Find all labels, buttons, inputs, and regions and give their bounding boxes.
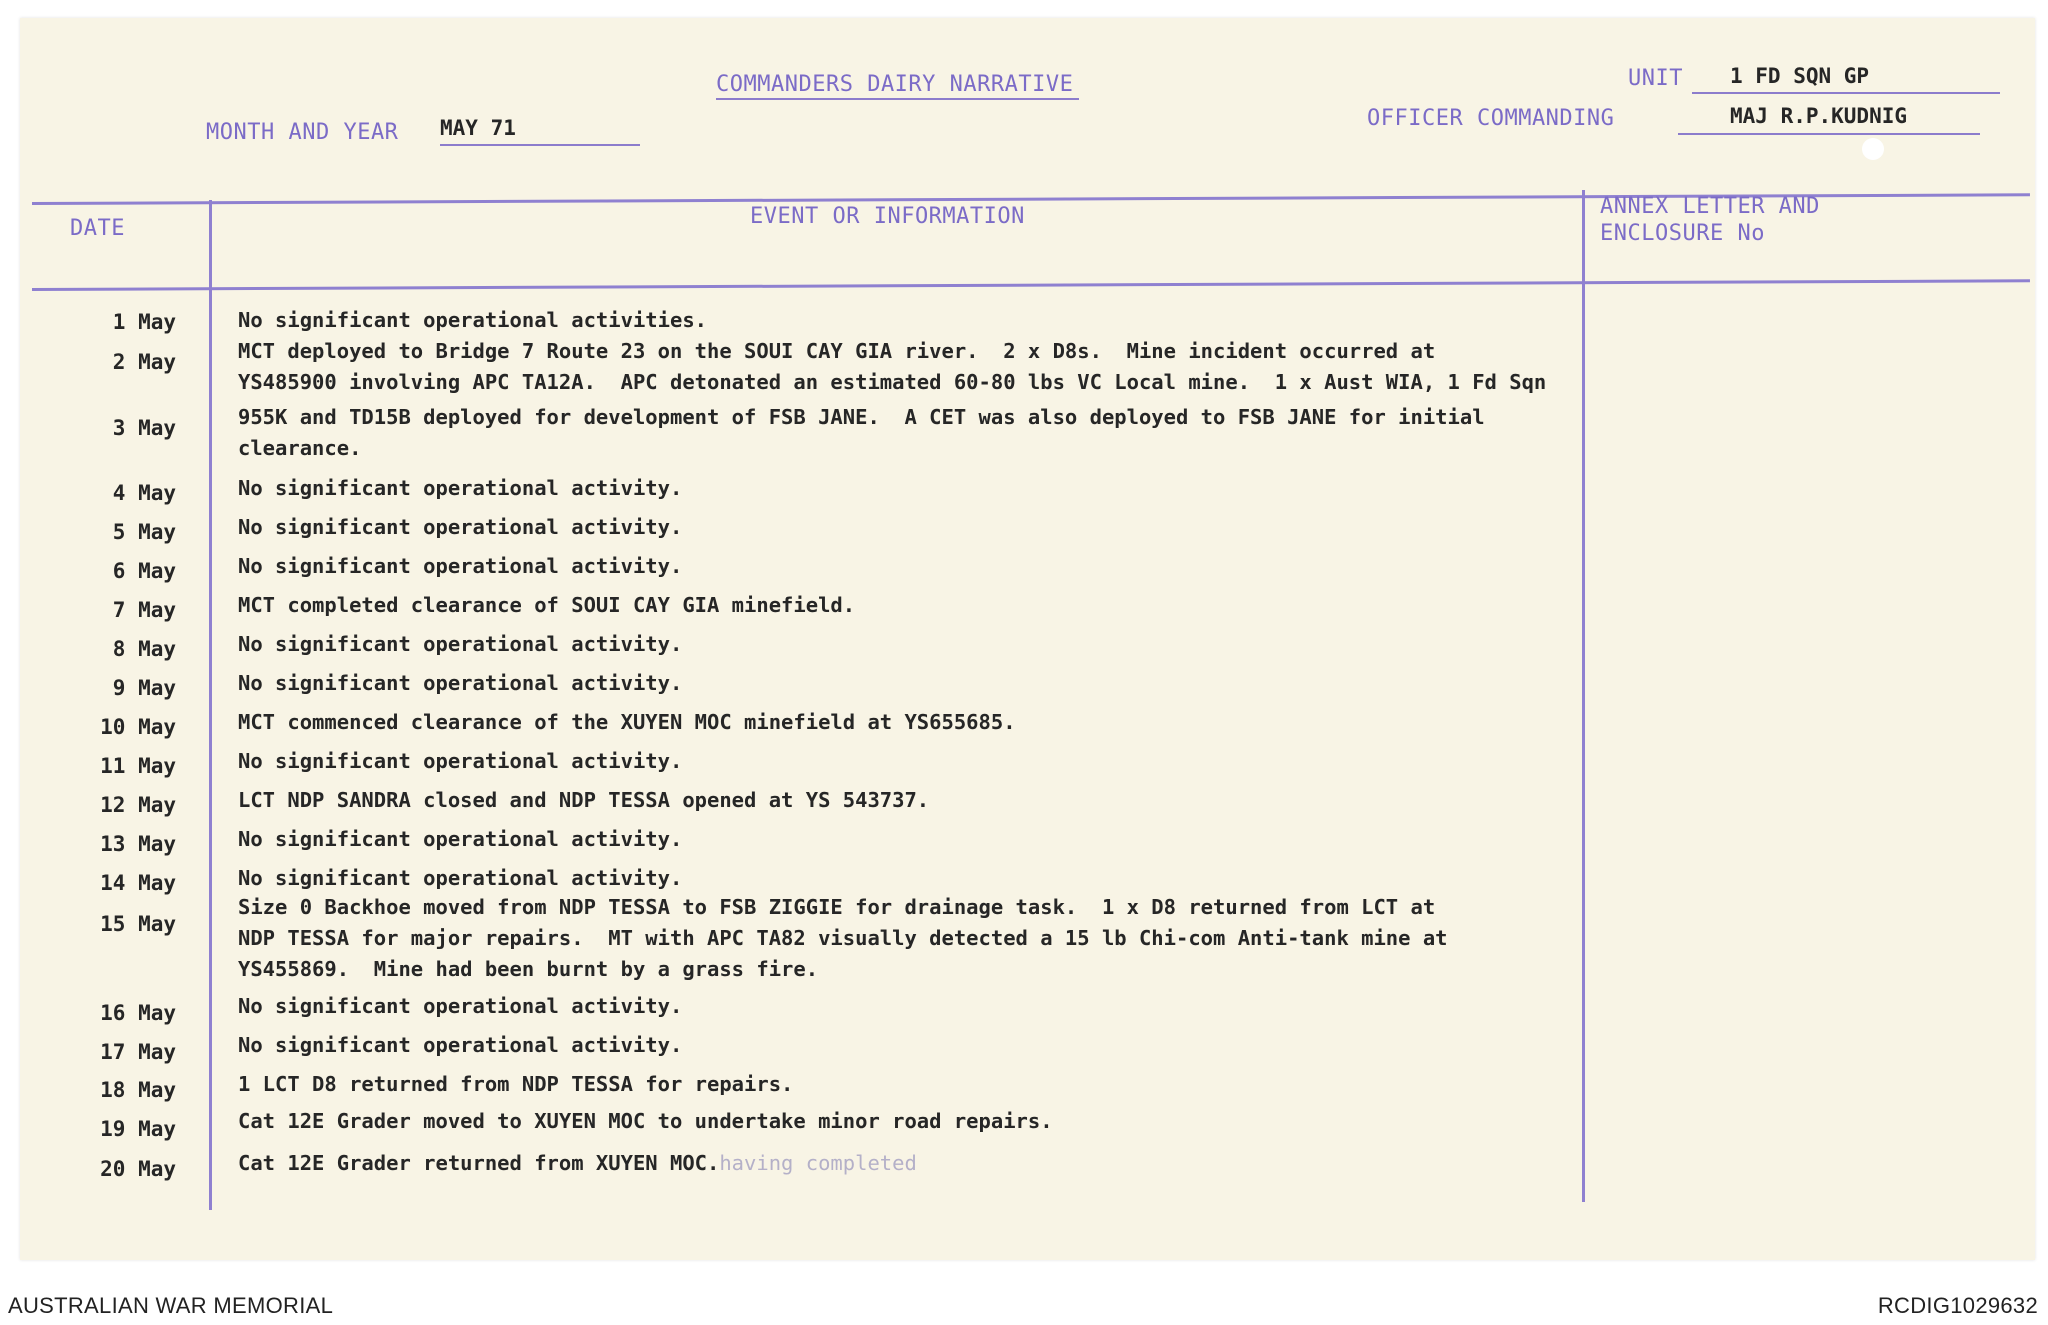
row-date: 12 May [100, 793, 176, 817]
row-date: 11 May [100, 754, 176, 778]
unit-value: 1 FD SQN GP [1692, 64, 2000, 94]
row-event: Cat 12E Grader moved to XUYEN MOC to undertake minor road repairs. [238, 1109, 1053, 1133]
row-date: 2 May [112, 350, 176, 374]
row-date: 18 May [100, 1078, 176, 1102]
row-event-faint-text: having completed [719, 1151, 917, 1175]
row-event: MCT commenced clearance of the XUYEN MOC minefield at YS655685. [238, 710, 1016, 734]
row-event [238, 1148, 1598, 1179]
row-date: 1 May [112, 310, 176, 334]
footer-archive-name: AUSTRALIAN WAR MEMORIAL [8, 1293, 334, 1318]
row-event: MCT completed clearance of SOUI CAY GIA minefield. [238, 593, 856, 617]
officer-commanding-label: OFFICER COMMANDING [1367, 106, 1615, 131]
row-event: Size 0 Backhoe moved from NDP TESSA to FSB ZIGGIE for drainage task. 1 x D8 returned from LCT at NDP TESSA for major repairs. MT with APC TA82 visually detected a 15 lb Chi-com Anti-tank mine at YS455869. Mine had been burnt by a grass fire. [238, 895, 1448, 981]
column-header-annex-line2: ENCLOSURE No [1600, 221, 1765, 246]
row-event: MCT deployed to Bridge 7 Route 23 on the SOUI CAY GIA river. 2 x D8s. Mine incident occurred at YS485900 involving APC TA12A. APC detonated an estimated 60-80 lbs VC Local mine. 1 x Aust WIA, 1 Fd Sqn [238, 339, 1547, 394]
row-event: No significant operational activity. [238, 749, 683, 773]
row-date: 8 May [112, 637, 176, 661]
column-header-event: EVENT OR INFORMATION [750, 204, 1025, 229]
row-event: 1 LCT D8 returned from NDP TESSA for repairs. [238, 1072, 794, 1096]
month-year-value: MAY 71 [440, 116, 640, 146]
row-date: 7 May [112, 598, 176, 622]
row-event: No significant operational activity. [238, 554, 683, 578]
row-event: 955K and TD15B deployed for development of FSB JANE. A CET was also deployed to FSB JANE for initial clearance. [238, 405, 1485, 460]
row-date: 4 May [112, 481, 176, 505]
row-event: No significant operational activity. [238, 671, 683, 695]
date-column-divider [209, 200, 212, 1210]
row-event: LCT NDP SANDRA closed and NDP TESSA opened at YS 543737. [238, 788, 930, 812]
row-date: 14 May [100, 871, 176, 895]
row-date: 9 May [112, 676, 176, 700]
footer-document-id: RCDIG1029632 [1877, 1293, 2038, 1318]
punch-hole [1862, 138, 1884, 160]
row-date: 15 May [100, 912, 176, 936]
row-date: 3 May [112, 416, 176, 440]
row-event: No significant operational activities. [238, 308, 707, 332]
row-event-text: Cat 12E Grader returned from XUYEN MOC. [238, 1151, 720, 1175]
row-event: No significant operational activity. [238, 866, 683, 890]
column-header-date: DATE [70, 216, 125, 241]
document-title: COMMANDERS DAIRY NARRATIVE [716, 72, 1079, 100]
row-event: No significant operational activity. [238, 1033, 683, 1057]
row-date: 20 May [100, 1157, 176, 1181]
row-event: No significant operational activity. [238, 476, 683, 500]
row-event: No significant operational activity. [238, 827, 683, 851]
row-event: No significant operational activity. [238, 994, 683, 1018]
row-date: 6 May [112, 559, 176, 583]
row-date: 13 May [100, 832, 176, 856]
month-year-label: MONTH AND YEAR [206, 120, 399, 145]
row-date: 5 May [112, 520, 176, 544]
officer-commanding-value: MAJ R.P.KUDNIG [1678, 104, 1980, 135]
row-event: No significant operational activity. [238, 632, 683, 656]
unit-label: UNIT [1628, 66, 1683, 91]
column-header-annex-line1: ANNEX LETTER AND [1600, 194, 1820, 219]
row-date: 19 May [100, 1117, 176, 1141]
row-event: No significant operational activity. [238, 515, 683, 539]
row-date: 10 May [100, 715, 176, 739]
row-date: 17 May [100, 1040, 176, 1064]
row-date: 16 May [100, 1001, 176, 1025]
